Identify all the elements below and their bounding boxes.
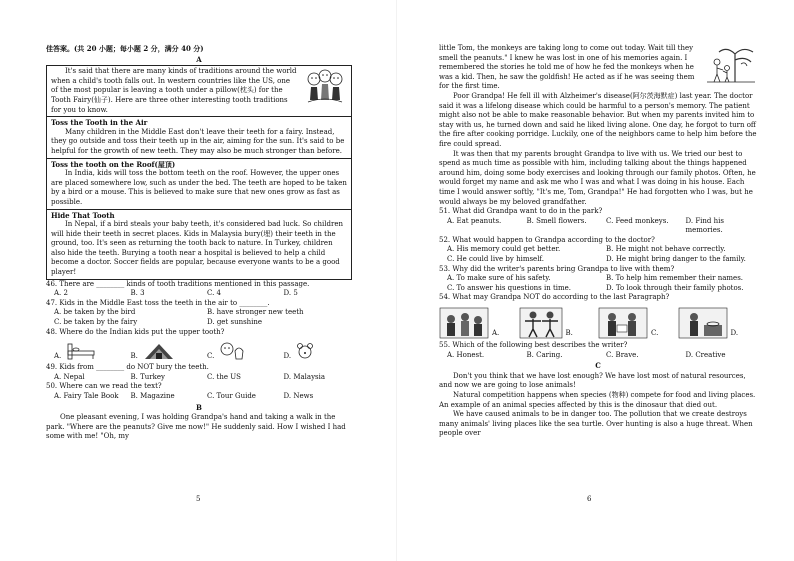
question-52-options — [439, 245, 757, 264]
toss-section — [47, 116, 351, 157]
question-50: 50. Where can we read the text? — [46, 382, 162, 391]
page-5-column — [46, 44, 352, 442]
mouse-icon — [295, 341, 315, 361]
question-48-picture-options — [46, 339, 352, 361]
option[interactable]: C. the US — [207, 372, 241, 381]
option-b[interactable] — [123, 339, 200, 361]
option[interactable]: A. 2 — [54, 289, 68, 298]
intro-text: It's said that there are many kinds of traditions around the world when a child's tooth falls out. In western countries like the US, one of the most popular is leaving a tooth under a pillow(枕头) for the Tooth Fairy(仙子). Here are three other interesting tooth traditions for you to know. — [51, 67, 297, 114]
passage-c-p1: Don't you think that we have lost enough? We have lost most of natural resources, and now we are going to lose animals! — [439, 371, 746, 390]
instructions: 佳答案。(共 20 小题；每小题 2 分，满分 40 分) — [46, 44, 204, 53]
option[interactable]: C. To answer his questions in time. — [447, 283, 572, 292]
option-label: B. — [130, 351, 138, 360]
option-label: C. — [207, 351, 215, 360]
option-label: D. — [730, 329, 739, 338]
question-54: 54. What may Grandpa NOT do according to the last Paragraph? — [439, 293, 670, 302]
option[interactable]: A. Nepal — [54, 372, 85, 381]
tooth-icon — [218, 341, 248, 361]
passage-b-start: One pleasant evening, I was holding Grandpa's hand and taking a walk in the park. "Where are the peanuts? Give me now!" He suddenly said. How I wished I had some with me! "Oh, my — [46, 413, 346, 441]
passage-b-p2: Poor Grandpa! He fell ill with Alzheimer's disease(阿尔茨海默症) last year. The doctor said it was a lifelong disease which could be harmful to a person's memory. The patient might also not be able to make reasonable behavior. But when my parents invited him to stay with us, he turned down and said he liked living alone. One day, he forgot to turn off the fire after cooking porridge. Luckily, one of the neighbors came to help him before the fire could spread. — [439, 91, 757, 148]
option[interactable]: C. 4 — [207, 289, 222, 298]
option[interactable]: D. get sunshine — [207, 318, 263, 327]
page-6-column — [439, 44, 757, 439]
option[interactable]: B. Smell flowers. — [526, 216, 587, 225]
option[interactable]: D. 5 — [283, 289, 298, 298]
option-d[interactable] — [276, 339, 353, 361]
question-55-options — [439, 351, 757, 361]
hide-text: In Nepal, if a bird steals your baby teeth, it's considered bad luck. So children will hide their teeth in secret places. Kids in Malaysia bury(埋) their teeth in the ground, too. It's seen as returning the tooth back to nature. In Turkey, children also hide the teeth. Burying a tooth near a hospital is believed to help a child become a doctor. Soccer fields are popular, because everyone wants to be a good player! — [51, 220, 343, 277]
hide-section — [47, 209, 351, 279]
page-6 — [397, 0, 794, 561]
question-51: 51. What did Grandpa want to do in the park? — [439, 207, 603, 216]
option[interactable]: A. His memory could get better. — [447, 245, 561, 254]
passage-c-p3: We have caused animals to be in danger too. The pollution that we create destroys many animals' living places like the sea turtle. Over hunting is also a huge threat. When people over — [439, 410, 753, 438]
grandpa-park-illustration — [705, 44, 757, 84]
question-49-options — [46, 373, 352, 383]
option-d[interactable] — [678, 305, 758, 339]
option-label: C. — [651, 329, 659, 338]
family-talking-picture-icon — [439, 307, 489, 339]
passage-c-p2: Natural competition happens when species (物种) compete for food and living places. An example of an animal species affected by this is the dinosaur that died out. — [439, 391, 756, 409]
page-number: 5 — [196, 495, 201, 503]
section-c-letter: C — [595, 361, 601, 371]
question-46-options — [46, 289, 352, 299]
option[interactable]: C. Feed monkeys. — [606, 216, 669, 225]
passage-b-p3: It was then that my parents brought Grandpa to live with us. We tried our best to spend as much time as possible with him, including talking about the things happened around him, doing some body exercises and looking through our family photos. Often, he would forget my name and ask me who I was and what I was doing in his house. Each time I would answer softly, "It's me, Tom, Grandpa!" He had forgotten who I was, but he would always be my beloved grandfather. — [439, 149, 756, 206]
section-a-letter: A — [196, 54, 202, 64]
option[interactable]: C. Brave. — [606, 350, 639, 359]
passage-b-p1: little Tom, the monkeys are taking long to come out today. Wait till they smell the peanuts." I knew he was lost in one of his memories again. I remembered the stories he told me of how he fed the monkeys when he was a kid. Then, he saw the goldfish! He acted as if he was seeing them for the first time. — [439, 44, 695, 91]
option[interactable]: B. Turkey — [130, 372, 165, 381]
option[interactable]: A. Fairy Tale Book — [54, 392, 119, 400]
option-label: A. — [54, 351, 62, 360]
question-54-picture-options — [439, 305, 757, 339]
roof-heading: Toss the tooth on the Roof(屋顶) — [51, 159, 176, 169]
bed-icon — [65, 341, 97, 361]
toss-heading: Toss the Tooth in the Air — [51, 118, 148, 128]
intro-section — [47, 66, 351, 116]
option-b[interactable] — [519, 305, 599, 339]
option-label: B. — [565, 329, 573, 338]
tooth-fairy-illustration — [303, 67, 347, 105]
option[interactable]: A. To make sure of his safety. — [447, 274, 551, 283]
roof-icon — [142, 341, 176, 361]
question-47: 47. Kids in the Middle East toss the teeth in the air to ________. — [46, 298, 270, 307]
option-a[interactable] — [439, 305, 519, 339]
option[interactable]: A. Honest. — [447, 350, 485, 359]
option-c[interactable] — [199, 339, 276, 361]
option[interactable]: D. He might bring danger to the family. — [606, 255, 746, 264]
question-53-options — [439, 274, 757, 293]
toss-text: Many children in the Middle East don't leave their teeth for a fairy. Instead, they go outside and toss their teeth up in the air, aiming for the sun. It's said to be helpful for the growth of new teeth. They may also be much stronger than before. — [51, 127, 345, 155]
question-46: 46. There are ________ kinds of tooth traditions mentioned in this passage. — [46, 279, 310, 288]
option[interactable]: D. News — [283, 392, 314, 400]
option[interactable]: D. Malaysia — [283, 372, 326, 381]
question-49: 49. Kids from ________ do NOT bury the teeth. — [46, 363, 209, 372]
passage-a-box — [46, 65, 352, 279]
option-c[interactable] — [598, 305, 678, 339]
option[interactable]: C. be taken by the fairy — [54, 318, 138, 327]
option[interactable]: A. Eat peanuts. — [447, 216, 502, 225]
option[interactable]: B. Magazine — [130, 392, 175, 400]
question-55: 55. Which of the following best describes the writer? — [439, 341, 628, 350]
option[interactable]: D. Find his memories. — [685, 216, 724, 235]
question-50-options — [46, 392, 352, 402]
option[interactable]: B. have stronger new teeth — [207, 308, 304, 317]
question-52: 52. What would happen to Grandpa according to the doctor? — [439, 235, 655, 244]
photo-album-picture-icon — [598, 307, 648, 339]
question-53: 53. Why did the writer's parents bring Grandpa to live with them? — [439, 264, 675, 273]
question-51-options — [439, 217, 757, 236]
roof-text: In India, kids will toss the bottom teeth on the roof. However, the upper ones are placed somewhere low, such as under the bed. The teeth are hoped to be taken by a bird or a mouse. This is believed to make sure that new ones grow as fast as possible. — [51, 169, 347, 206]
option[interactable]: C. He could live by himself. — [447, 255, 545, 264]
page-number: 6 — [587, 495, 592, 503]
roof-section — [47, 158, 351, 209]
section-b-letter: B — [196, 402, 202, 412]
option-a[interactable] — [46, 339, 123, 361]
option-label: A. — [492, 329, 500, 338]
option[interactable]: B. To help him remember their names. — [606, 274, 744, 283]
option[interactable]: D. To look through their family photos. — [606, 283, 744, 292]
hide-heading: Hide That Tooth — [51, 210, 115, 220]
option[interactable]: B. 3 — [130, 289, 145, 298]
question-48: 48. Where do the Indian kids put the upper tooth? — [46, 327, 225, 336]
option[interactable]: A. be taken by the bird — [54, 308, 136, 317]
option[interactable]: C. Tour Guide — [207, 392, 256, 400]
question-47-options — [46, 308, 352, 327]
option[interactable]: B. Caring. — [526, 350, 563, 359]
option[interactable]: B. He might not behave correctly. — [606, 245, 726, 254]
cooking-picture-icon — [678, 307, 728, 339]
option[interactable]: D. Creative — [685, 350, 726, 359]
option-label: D. — [283, 351, 292, 360]
exercise-picture-icon — [519, 307, 563, 339]
